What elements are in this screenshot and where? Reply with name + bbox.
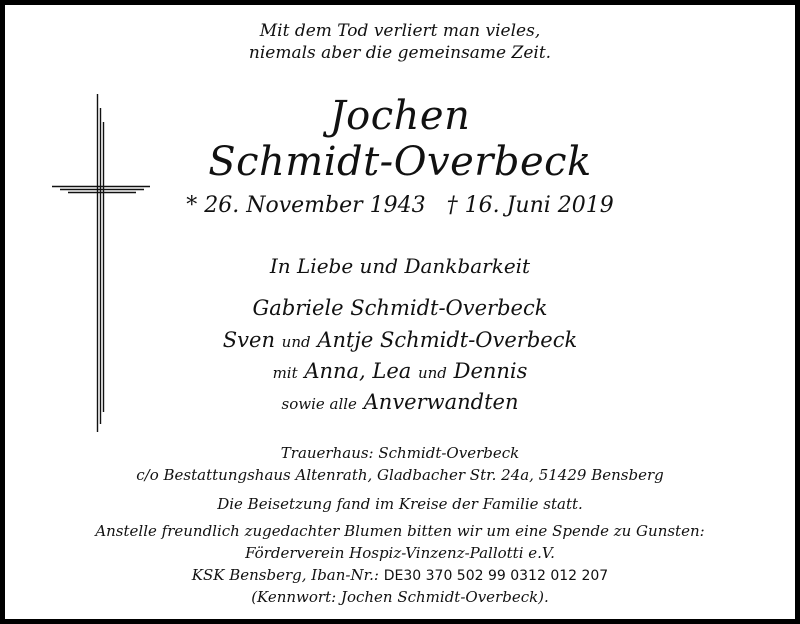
dedication: In Liebe und Dankbarkeit <box>269 254 531 278</box>
donation-line-4: (Kennwort: Jochen Schmidt-Overbeck). <box>251 588 549 606</box>
family-conj: und <box>281 333 311 351</box>
death-date: † 16. Juni 2019 <box>446 193 614 218</box>
family-relatives: Anverwandten <box>363 390 519 414</box>
family-name-sven: Sven <box>222 328 275 352</box>
donation-line-3 <box>0 565 800 586</box>
mourning-house-line-1: Trauerhaus: Schmidt-Overbeck <box>280 444 520 462</box>
donation-line-2: Förderverein Hospiz-Vinzenz-Pallotti e.V. <box>245 544 555 562</box>
family-line-2 <box>0 324 800 358</box>
family-line-3 <box>0 355 800 389</box>
family-conj: und <box>417 364 447 382</box>
family-name-dennis: Dennis <box>453 359 528 383</box>
motto-line-2: niemals aber die gemeinsame Zeit. <box>248 43 552 63</box>
family-line-4 <box>0 386 800 420</box>
deceased-first-name: Jochen <box>329 93 471 139</box>
family-also: sowie alle <box>281 395 357 413</box>
mourning-house-line-2: c/o Bestattungshaus Altenrath, Gladbacher Str. 24a, 51429 Bensberg <box>136 466 664 484</box>
life-dates <box>0 193 800 218</box>
bank-label: KSK Bensberg, Iban-Nr.: <box>191 566 379 584</box>
burial-note: Die Beisetzung fand im Kreise der Familie statt. <box>217 495 583 513</box>
donation-line-1: Anstelle freundlich zugedachter Blumen bitten wir um eine Spende zu Gunsten: <box>95 522 705 540</box>
deceased-last-name: Schmidt-Overbeck <box>208 139 592 185</box>
iban-number: DE30 370 502 99 0312 012 207 <box>383 568 609 584</box>
motto-line-1: Mit dem Tod verliert man vieles, <box>259 21 541 41</box>
family-name-antje: Antje Schmidt-Overbeck <box>317 328 578 352</box>
birth-date: * 26. November 1943 <box>186 193 426 218</box>
family-with: mit <box>272 364 298 382</box>
family-names-children: Anna, Lea <box>304 359 412 383</box>
family-line-1: Gabriele Schmidt-Overbeck <box>252 296 548 320</box>
